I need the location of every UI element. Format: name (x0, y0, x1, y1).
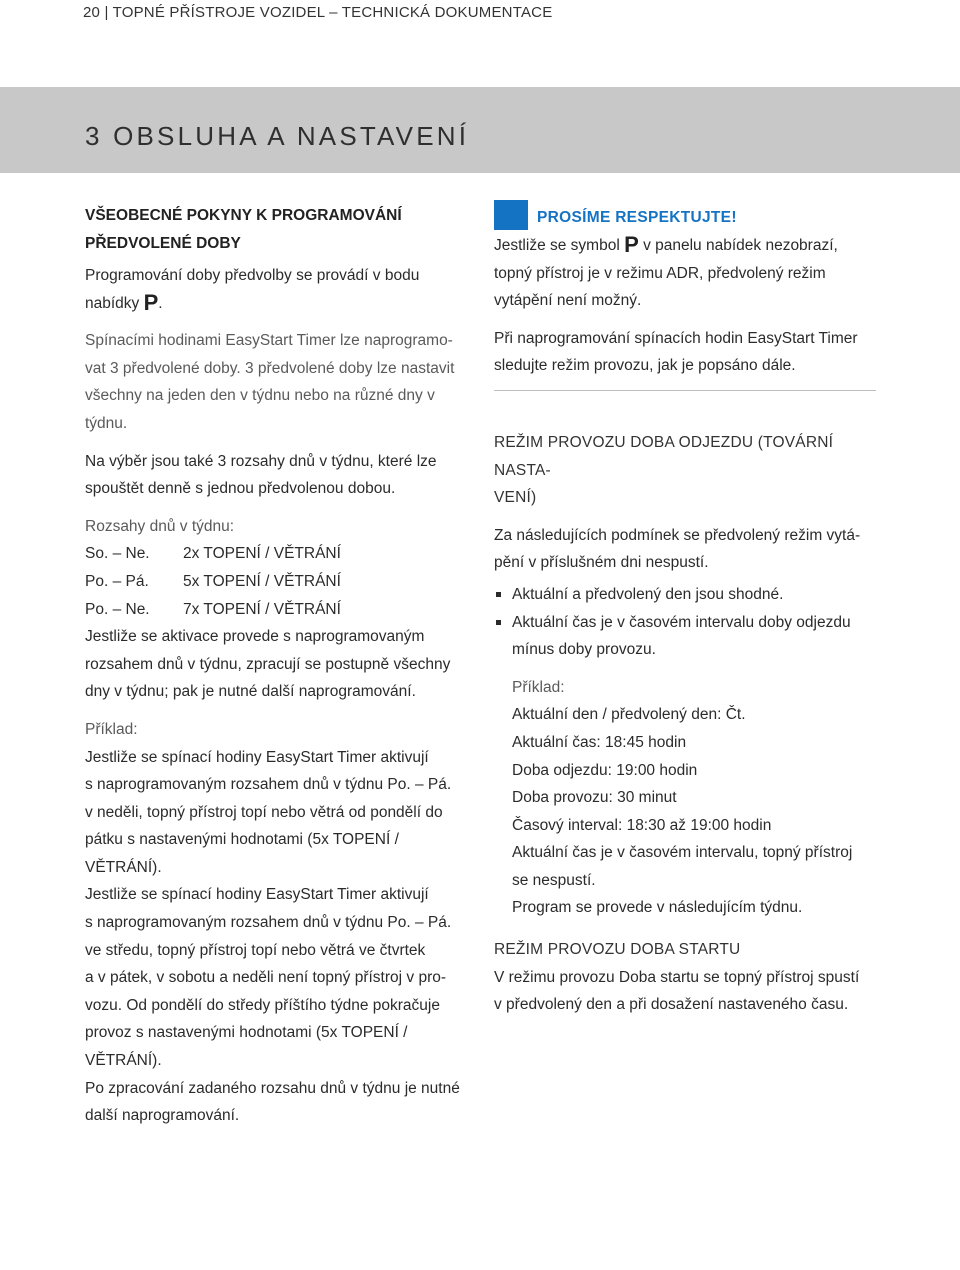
example-line: Doba provozu: 30 minut (512, 789, 677, 807)
range-value: 5x TOPENÍ / VĚTRÁNÍ (183, 572, 341, 590)
paragraph-line: topný přístroj je v režimu ADR, předvolený režim (494, 264, 826, 282)
note-title: PROSÍME RESPEKTUJTE! (537, 209, 737, 227)
paragraph-line (85, 355, 480, 383)
range-row (85, 540, 480, 568)
example-line: se nespustí. (512, 871, 596, 889)
example-label: Příklad: (512, 678, 565, 696)
paragraph-line: Jestliže se spínací hodiny EasyStart Timer aktivují (85, 886, 429, 904)
section-heading-line1: VŠEOBECNÉ POKYNY K PROGRAMOVÁNÍ (85, 207, 402, 224)
note-marker-icon (494, 200, 528, 230)
paragraph-line: Spínacími hodinami EasyStart Timer lze naprogramo- (85, 332, 453, 350)
paragraph-line: sledujte režim provozu, jak je popsáno dále. (494, 357, 796, 375)
paragraph-line: Po zpracování zadaného rozsahu dnů v týdnu je nutné (85, 1079, 460, 1097)
paragraph-line: všechny na jeden den v týdnu nebo na různé dny v (85, 387, 435, 405)
range-days: Po. – Ne. (85, 600, 150, 618)
paragraph-line: provoz s nastavenými hodnotami (5x TOPENÍ / (85, 1024, 408, 1042)
example-1 (85, 744, 480, 882)
paragraph-line: s naprogramovaným rozsahem dnů v týdnu Po. – Pá. (85, 776, 452, 794)
section-heading-line2: PŘEDVOLENÉ DOBY (85, 235, 241, 252)
intro-line1: Programování doby předvolby se provádí v bodu (85, 267, 420, 284)
text-span: vat 3 předvolené doby. (85, 359, 241, 377)
right-column (494, 200, 884, 1019)
paragraph-activation (85, 623, 480, 706)
paragraph-line: další naprogramování. (85, 1107, 240, 1125)
example-label: Příklad: (85, 720, 138, 738)
paragraph-line: VĚTRÁNÍ). (85, 858, 162, 876)
running-head: 20 | TOPNÉ PŘÍSTROJE VOZIDEL – TECHNICKÁ DOKUMENTACE (83, 4, 553, 21)
range-value: 2x TOPENÍ / VĚTRÁNÍ (183, 545, 341, 563)
range-row (85, 596, 480, 624)
p-menu-symbol: P (143, 289, 159, 315)
paragraph-line: v neděli, topný přístroj topí nebo větrá od pondělí do (85, 803, 443, 821)
section-heading: VENÍ) (494, 489, 537, 507)
range-days: So. – Ne. (85, 545, 150, 563)
paragraph-line: vytápění není možný. (494, 292, 642, 310)
range-days: Po. – Pá. (85, 572, 149, 590)
chapter-title: 3 OBSLUHA A NASTAVENÍ (85, 121, 470, 151)
list-item (494, 581, 884, 609)
paragraph-line: Jestliže se spínací hodiny EasyStart Timer aktivují (85, 748, 429, 766)
example-line: Program se provede v následujícím týdnu. (512, 899, 803, 917)
example-line: Aktuální čas: 18:45 hodin (512, 733, 687, 751)
ranges-label: Rozsahy dnů v týdnu: (85, 517, 235, 535)
section-start (494, 936, 884, 1019)
list-item (494, 609, 884, 664)
left-column (85, 200, 480, 1130)
paragraph-line: pění v příslušném dni nespustí. (494, 554, 709, 572)
paragraph-ranges-intro (85, 448, 480, 503)
condition-list (494, 581, 884, 664)
paragraph-line: Jestliže se aktivace provede s naprogramovaným (85, 628, 425, 646)
paragraph-line: vozu. Od pondělí do středy příštího týdne pokračuje (85, 996, 440, 1014)
paragraph-line: Při naprogramování spínacích hodin EasyStart Timer (494, 329, 858, 347)
intro-text: nabídky (85, 294, 140, 312)
departure-example (494, 674, 884, 922)
paragraph-line: Za následujících podmínek se předvolený režim vytá- (494, 526, 861, 544)
paragraph-line: ve středu, topný přístroj topí nebo větrá ve čtvrtek (85, 941, 426, 959)
paragraph-line: V režimu provozu Doba startu se topný přístroj spustí (494, 968, 860, 986)
text-span: 3 předvolené doby lze nastavit (245, 359, 455, 377)
note-header (494, 200, 884, 230)
paragraph-line: a v pátek, v sobotu a neděli není topný přístroj v pro- (85, 969, 447, 987)
intro-period: . (158, 294, 163, 312)
divider (494, 390, 876, 391)
range-value: 7x TOPENÍ / VĚTRÁNÍ (183, 600, 341, 618)
paragraph-final (85, 1075, 480, 1130)
list-item-text: Aktuální a předvolený den jsou shodné. (512, 585, 784, 603)
paragraph-line: Na výběr jsou také 3 rozsahy dnů v týdnu, které lze (85, 452, 437, 470)
paragraph-line: týdnu. (85, 414, 128, 432)
p-menu-symbol: P (624, 232, 639, 257)
paragraph-line: dny v týdnu; pak je nutné další naprogramování. (85, 683, 416, 701)
section-heading: REŽIM PROVOZU DOBA ODJEZDU (TOVÁRNÍ NASTA- (494, 433, 834, 479)
example-line: Doba odjezdu: 19:00 hodin (512, 761, 698, 779)
example-line: Aktuální den / předvolený den: Čt. (512, 706, 746, 724)
paragraph-line: spouštět denně s jednou předvolenou dobou. (85, 480, 396, 498)
paragraph-line: rozsahem dnů v týdnu, zpracují se postupně všechny (85, 655, 451, 673)
example-line: Časový interval: 18:30 až 19:00 hodin (512, 816, 772, 834)
text-span: Jestliže se symbol (494, 237, 620, 254)
paragraph-line: pátku s nastavenými hodnotami (5x TOPENÍ / (85, 831, 399, 849)
section-heading: REŽIM PROVOZU DOBA STARTU (494, 941, 741, 959)
note-body (494, 232, 884, 380)
example-2 (85, 881, 480, 1074)
paragraph-line: VĚTRÁNÍ). (85, 1052, 162, 1070)
paragraph-line: v předvolený den a při dosažení nastaveného času. (494, 996, 849, 1014)
intro-line2 (85, 290, 480, 318)
text-span: v panelu nabídek nezobrazí, (643, 237, 838, 254)
section-departure (494, 429, 884, 922)
paragraph-timer (85, 327, 480, 437)
range-row (85, 568, 480, 596)
paragraph-line (494, 232, 884, 260)
ranges-list (85, 540, 480, 623)
example-line: Aktuální čas je v časovém intervalu, topný přístroj (512, 844, 853, 862)
list-item-text: Aktuální čas je v časovém intervalu doby odjezdu (512, 613, 851, 631)
list-item-text: mínus doby provozu. (512, 641, 656, 659)
paragraph-line: s naprogramovaným rozsahem dnů v týdnu Po. – Pá. (85, 914, 452, 932)
